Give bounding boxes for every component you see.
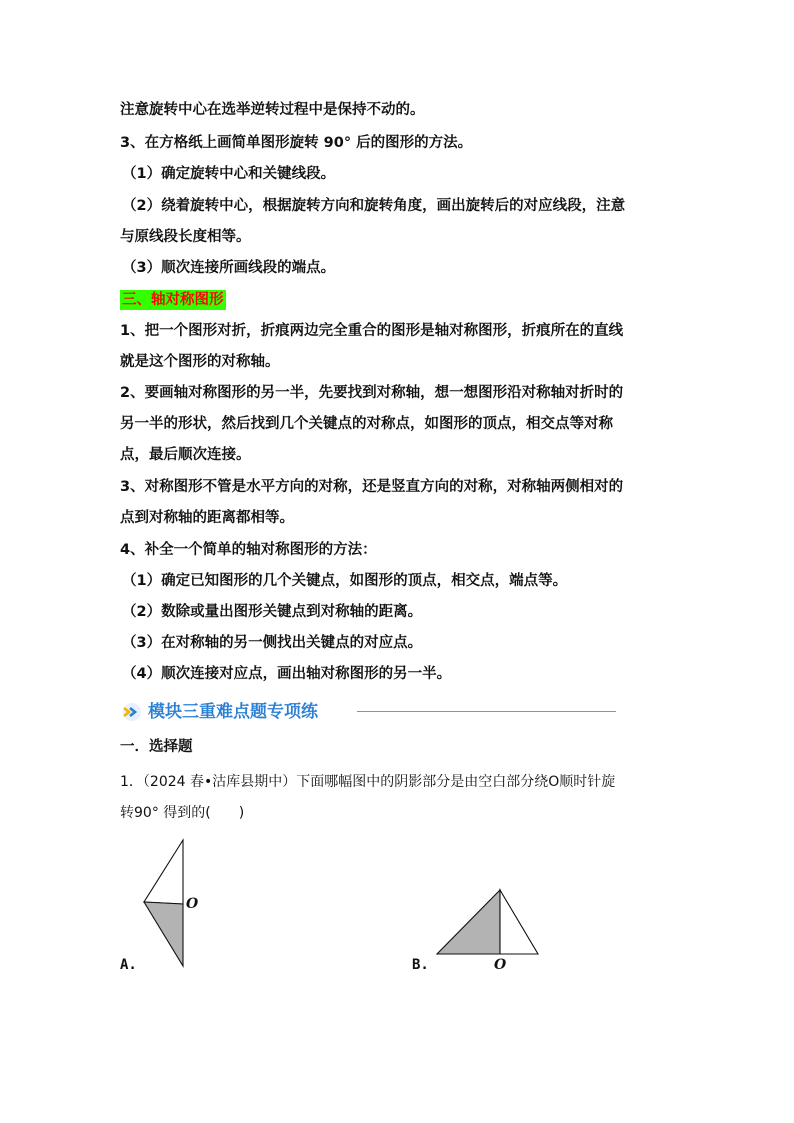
blank-triangle	[144, 840, 183, 904]
text-line: 点到对称轴的距离都相等。	[120, 510, 294, 526]
text-line: 与原线段长度相等。	[120, 229, 251, 245]
text-line: 4、补全一个简单的轴对称图形的方法：	[120, 542, 377, 558]
text-line: 就是这个图形的对称轴。	[120, 354, 280, 370]
point-label-o: O	[186, 896, 199, 912]
text-line: 3、在方格纸上画简单图形旋转 90° 后的图形的方法。	[120, 135, 473, 151]
module-header	[120, 700, 616, 724]
shaded-triangle	[437, 890, 500, 954]
text-line: （1）确定旋转中心和关键线段。	[122, 166, 336, 182]
module-title: 模块三重难点题专项练	[148, 702, 318, 722]
question-text: 1．（2024 春•沽库县期中）下面哪幅图中的阴影部分是由空白部分绕O顺时针旋	[120, 774, 616, 790]
text-line: （1）确定已知图形的几个关键点，如图形的顶点，相交点，端点等。	[122, 573, 568, 589]
text-line: 1、把一个图形对折，折痕两边完全重合的图形是轴对称图形，折痕所在的直线	[120, 323, 624, 339]
blank-triangle	[500, 890, 538, 954]
shaded-triangle	[144, 902, 183, 966]
text-line: （2）数除或量出图形关键点到对称轴的距离。	[122, 604, 423, 620]
figure-b	[434, 888, 544, 958]
text-line: （4）顺次连接对应点，画出轴对称图形的另一半。	[122, 666, 452, 682]
text-line: 2、要画轴对称图形的另一半，先要找到对称轴，想一想图形沿对称轴对折时的	[120, 385, 624, 401]
double-chevron-icon	[120, 700, 144, 724]
text-line: 另一半的形状，然后找到几个关键点的对称点，如图形的顶点，相交点等对称	[120, 416, 613, 432]
option-a-label[interactable]: A.	[120, 957, 137, 973]
text-line: 3、对称图形不管是水平方向的对称，还是竖直方向的对称，对称轴两侧相对的	[120, 479, 624, 495]
text-line: （3）顺次连接所画线段的端点。	[122, 260, 336, 276]
text-line: 注意旋转中心在选举逆转过程中是保持不动的。	[120, 102, 425, 118]
text-line: （2）绕着旋转中心，根据旋转方向和旋转角度，画出旋转后的对应线段，注意	[122, 198, 626, 214]
point-label-o: O	[494, 957, 507, 973]
section-title: 三、轴对称图形	[122, 292, 224, 308]
module-rule	[357, 711, 616, 712]
text-line: （3）在对称轴的另一侧找出关键点的对应点。	[122, 635, 423, 651]
question-heading: 一．选择题	[120, 739, 193, 755]
text-line: 点，最后顺次连接。	[120, 447, 251, 463]
question-text: 转90° 得到的( )	[120, 805, 245, 821]
option-b-label[interactable]: B.	[412, 957, 429, 973]
